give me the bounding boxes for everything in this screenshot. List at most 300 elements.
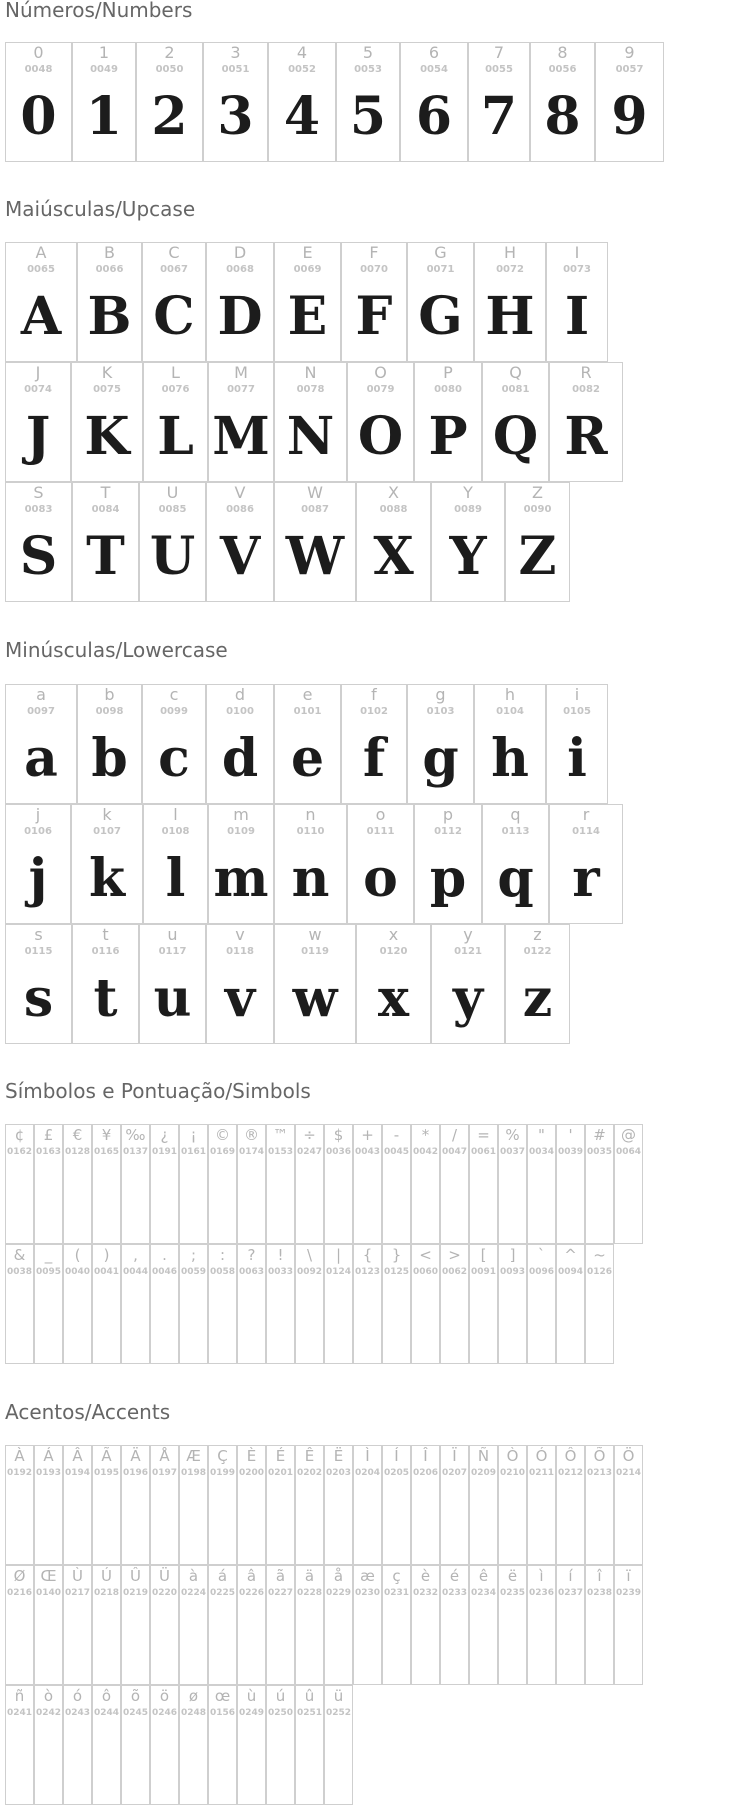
character-label: î bbox=[597, 1567, 602, 1585]
character-code: 0077 bbox=[227, 384, 255, 395]
glyph-cell bbox=[482, 362, 549, 482]
character-code: 0084 bbox=[91, 504, 120, 515]
character-label: O bbox=[374, 363, 387, 382]
glyph-cell bbox=[237, 1124, 266, 1244]
character-label: E bbox=[302, 243, 313, 262]
character-code: 0066 bbox=[95, 264, 124, 275]
character-code: 0060 bbox=[412, 1267, 439, 1277]
glyph-cell bbox=[431, 924, 505, 1044]
character-label: f bbox=[371, 685, 377, 704]
character-code: 0101 bbox=[293, 706, 322, 717]
character-code: 0241 bbox=[6, 1708, 33, 1718]
glyph-cell bbox=[353, 1124, 382, 1244]
glyph-sample: L bbox=[157, 406, 194, 467]
character-label: £ bbox=[43, 1126, 54, 1144]
glyph-cell bbox=[585, 1565, 614, 1685]
character-code: 0228 bbox=[296, 1588, 323, 1598]
character-code: 0041 bbox=[93, 1267, 120, 1277]
character-label: É bbox=[275, 1447, 286, 1465]
character-code: 0122 bbox=[523, 946, 552, 957]
glyph-cell bbox=[142, 242, 206, 362]
character-code: 0191 bbox=[151, 1147, 178, 1157]
glyph-cell bbox=[431, 482, 505, 602]
character-code: 0076 bbox=[161, 384, 190, 395]
character-code: 0156 bbox=[209, 1708, 236, 1718]
character-code: 0063 bbox=[238, 1267, 265, 1277]
character-code: 0204 bbox=[354, 1468, 381, 1478]
character-label: < bbox=[419, 1246, 432, 1264]
character-label: " bbox=[538, 1126, 545, 1144]
glyph-cell bbox=[5, 42, 72, 162]
character-label: R bbox=[580, 363, 592, 382]
glyph-sample: A bbox=[20, 286, 62, 347]
character-label: Ö bbox=[622, 1447, 635, 1465]
character-label: ñ bbox=[14, 1687, 25, 1705]
character-code: 0216 bbox=[6, 1588, 33, 1598]
character-label: ™ bbox=[273, 1126, 288, 1144]
glyph-cell bbox=[266, 1124, 295, 1244]
character-label: y bbox=[463, 925, 473, 944]
character-code: 0073 bbox=[563, 264, 591, 275]
glyph-cell bbox=[208, 1124, 237, 1244]
glyph-sample: j bbox=[28, 848, 48, 909]
section-title-accents: Acentos/Accents bbox=[5, 1400, 171, 1424]
character-code: 0250 bbox=[267, 1708, 294, 1718]
character-label: K bbox=[101, 363, 113, 382]
character-label: ù bbox=[246, 1687, 257, 1705]
section-title-upcase: Maiúsculas/Upcase bbox=[5, 197, 196, 221]
glyph-cell bbox=[614, 1565, 643, 1685]
character-code: 0098 bbox=[95, 706, 124, 717]
glyph-sample: 2 bbox=[151, 86, 188, 147]
character-code: 0219 bbox=[122, 1588, 149, 1598]
character-code: 0036 bbox=[325, 1147, 352, 1157]
character-label: $ bbox=[333, 1126, 344, 1144]
character-code: 0092 bbox=[296, 1267, 323, 1277]
character-code: 0213 bbox=[586, 1468, 613, 1478]
glyph-cell bbox=[63, 1565, 92, 1685]
character-code: 0206 bbox=[412, 1468, 439, 1478]
glyph-cell bbox=[179, 1445, 208, 1565]
glyph-cell bbox=[274, 804, 347, 924]
character-label: â bbox=[246, 1567, 257, 1585]
glyph-sample: e bbox=[290, 728, 325, 789]
character-label: * bbox=[421, 1126, 430, 1144]
character-label: l bbox=[173, 805, 178, 824]
glyph-cell bbox=[5, 482, 72, 602]
character-label: € bbox=[72, 1126, 83, 1144]
glyph-cell bbox=[527, 1124, 556, 1244]
character-label: [ bbox=[480, 1246, 487, 1264]
glyph-cell bbox=[63, 1445, 92, 1565]
glyph-cell bbox=[121, 1565, 150, 1685]
character-code: 0251 bbox=[296, 1708, 323, 1718]
character-label: Ç bbox=[217, 1447, 228, 1465]
glyph-sample: z bbox=[522, 968, 553, 1029]
glyph-cell bbox=[556, 1445, 585, 1565]
character-label: m bbox=[233, 805, 249, 824]
glyph-cell bbox=[274, 242, 341, 362]
glyph-cell bbox=[5, 1124, 34, 1244]
glyph-sample: P bbox=[428, 406, 468, 467]
glyph-cell bbox=[474, 242, 546, 362]
character-label: L bbox=[171, 363, 180, 382]
glyph-sample: H bbox=[485, 286, 535, 347]
character-code: 0093 bbox=[499, 1267, 526, 1277]
character-label: Q bbox=[509, 363, 522, 382]
glyph-cell bbox=[208, 362, 274, 482]
glyph-sample: u bbox=[153, 968, 192, 1029]
character-label: _ bbox=[44, 1246, 53, 1264]
character-label: Ë bbox=[333, 1447, 344, 1465]
character-label: Ó bbox=[535, 1447, 548, 1465]
glyph-cell bbox=[5, 1445, 34, 1565]
glyph-cell bbox=[34, 1244, 63, 1364]
character-code: 0049 bbox=[90, 64, 118, 75]
character-code: 0100 bbox=[226, 706, 254, 717]
character-code: 0108 bbox=[161, 826, 190, 837]
glyph-cell bbox=[208, 1565, 237, 1685]
character-code: 0245 bbox=[122, 1708, 149, 1718]
character-label: ê bbox=[478, 1567, 489, 1585]
glyph-cell bbox=[5, 1244, 34, 1364]
character-label: # bbox=[593, 1126, 606, 1144]
glyph-cell bbox=[400, 42, 468, 162]
character-label: o bbox=[375, 805, 386, 824]
character-label: Í bbox=[394, 1447, 399, 1465]
character-code: 0244 bbox=[93, 1708, 120, 1718]
glyph-cell bbox=[469, 1445, 498, 1565]
character-code: 0107 bbox=[93, 826, 121, 837]
character-label: ` bbox=[537, 1246, 546, 1264]
character-code: 0050 bbox=[155, 64, 184, 75]
character-code: 0113 bbox=[501, 826, 530, 837]
character-code: 0044 bbox=[122, 1267, 149, 1277]
character-label: ; bbox=[190, 1246, 197, 1264]
glyph-sample: m bbox=[213, 848, 269, 909]
glyph-sample: E bbox=[287, 286, 328, 347]
glyph-cell bbox=[121, 1124, 150, 1244]
glyph-cell bbox=[546, 684, 608, 804]
character-code: 0069 bbox=[293, 264, 322, 275]
glyph-cell bbox=[121, 1685, 150, 1805]
character-label: : bbox=[219, 1246, 226, 1264]
glyph-cell bbox=[469, 1565, 498, 1685]
character-code: 0153 bbox=[267, 1147, 294, 1157]
glyph-cell bbox=[77, 684, 142, 804]
character-label: á bbox=[217, 1567, 228, 1585]
character-code: 0110 bbox=[296, 826, 325, 837]
character-label: h bbox=[504, 685, 516, 704]
glyph-cell bbox=[474, 684, 546, 804]
glyph-cell bbox=[179, 1565, 208, 1685]
glyph-cell bbox=[341, 242, 407, 362]
character-code: 0124 bbox=[325, 1267, 352, 1277]
character-label: A bbox=[35, 243, 47, 262]
character-label: d bbox=[234, 685, 246, 704]
glyph-sample: x bbox=[377, 968, 409, 1029]
character-label: ò bbox=[43, 1687, 54, 1705]
character-label: , bbox=[133, 1246, 138, 1264]
character-code: 0232 bbox=[412, 1588, 439, 1598]
character-label: Œ bbox=[40, 1567, 57, 1585]
character-label: Â bbox=[72, 1447, 83, 1465]
character-label: g bbox=[435, 685, 446, 704]
character-label: à bbox=[188, 1567, 199, 1585]
character-label: Ä bbox=[130, 1447, 141, 1465]
character-code: 0034 bbox=[528, 1147, 555, 1157]
character-label: ã bbox=[275, 1567, 286, 1585]
glyph-cell bbox=[274, 684, 341, 804]
character-label: û bbox=[304, 1687, 315, 1705]
character-code: 0109 bbox=[227, 826, 255, 837]
glyph-cell bbox=[382, 1445, 411, 1565]
character-code: 0199 bbox=[209, 1468, 236, 1478]
character-code: 0243 bbox=[64, 1708, 91, 1718]
glyph-cell bbox=[414, 804, 482, 924]
glyph-sample: 3 bbox=[217, 86, 254, 147]
character-code: 0226 bbox=[238, 1588, 265, 1598]
character-code: 0212 bbox=[557, 1468, 584, 1478]
glyph-cell bbox=[382, 1244, 411, 1364]
character-code: 0237 bbox=[557, 1588, 584, 1598]
character-code: 0096 bbox=[528, 1267, 555, 1277]
glyph-cell bbox=[266, 1565, 295, 1685]
glyph-cell bbox=[498, 1445, 527, 1565]
glyph-sample: X bbox=[373, 526, 414, 587]
character-label: . bbox=[162, 1246, 167, 1264]
character-code: 0239 bbox=[615, 1588, 642, 1598]
character-label: ó bbox=[72, 1687, 83, 1705]
character-code: 0202 bbox=[296, 1468, 323, 1478]
character-code: 0196 bbox=[122, 1468, 149, 1478]
character-code: 0045 bbox=[383, 1147, 410, 1157]
character-code: 0207 bbox=[441, 1468, 468, 1478]
glyph-sample: T bbox=[86, 526, 125, 587]
character-code: 0112 bbox=[434, 826, 462, 837]
character-label: & bbox=[13, 1246, 26, 1264]
character-code: 0116 bbox=[91, 946, 120, 957]
glyph-sample: b bbox=[91, 728, 128, 789]
character-label: } bbox=[391, 1246, 402, 1264]
glyph-sample: 1 bbox=[85, 86, 123, 147]
glyph-cell bbox=[208, 1244, 237, 1364]
glyph-cell bbox=[482, 804, 549, 924]
character-code: 0165 bbox=[93, 1147, 120, 1157]
character-label: s bbox=[34, 925, 43, 944]
character-label: í bbox=[568, 1567, 573, 1585]
character-code: 0037 bbox=[499, 1147, 526, 1157]
character-label: õ bbox=[130, 1687, 141, 1705]
glyph-cell bbox=[614, 1445, 643, 1565]
character-code: 0169 bbox=[209, 1147, 236, 1157]
character-label: + bbox=[361, 1126, 374, 1144]
glyph-sample: 0 bbox=[20, 86, 57, 147]
character-code: 0123 bbox=[354, 1267, 381, 1277]
glyph-cell bbox=[208, 804, 274, 924]
glyph-cell bbox=[92, 1685, 121, 1805]
glyph-cell bbox=[143, 362, 208, 482]
glyph-cell bbox=[353, 1565, 382, 1685]
character-code: 0074 bbox=[24, 384, 52, 395]
character-label: Ø bbox=[13, 1567, 26, 1585]
character-code: 0126 bbox=[586, 1267, 613, 1277]
character-code: 0111 bbox=[366, 826, 395, 837]
glyph-cell bbox=[498, 1565, 527, 1685]
character-code: 0035 bbox=[586, 1147, 613, 1157]
glyph-cell bbox=[353, 1244, 382, 1364]
glyph-cell bbox=[34, 1124, 63, 1244]
glyph-cell bbox=[274, 924, 356, 1044]
glyph-sample: M bbox=[212, 406, 270, 467]
character-code: 0052 bbox=[288, 64, 316, 75]
character-label: œ bbox=[214, 1687, 231, 1705]
character-code: 0089 bbox=[454, 504, 482, 515]
character-label: v bbox=[235, 925, 245, 944]
character-code: 0062 bbox=[441, 1267, 468, 1277]
glyph-cell bbox=[206, 924, 274, 1044]
character-label: D bbox=[233, 243, 247, 262]
character-code: 0227 bbox=[267, 1588, 294, 1598]
glyph-cell bbox=[585, 1244, 614, 1364]
character-label: ø bbox=[188, 1687, 199, 1705]
character-code: 0070 bbox=[360, 264, 388, 275]
glyph-cell bbox=[5, 1565, 34, 1685]
glyph-cell bbox=[414, 362, 482, 482]
glyph-cell bbox=[237, 1685, 266, 1805]
character-label: ¿ bbox=[160, 1126, 169, 1144]
glyph-cell bbox=[295, 1124, 324, 1244]
character-label: T bbox=[100, 483, 111, 502]
character-label: Ì bbox=[365, 1447, 370, 1465]
character-code: 0246 bbox=[151, 1708, 178, 1718]
glyph-cell bbox=[274, 482, 356, 602]
glyph-sample: 8 bbox=[544, 86, 581, 147]
character-label: Á bbox=[43, 1447, 54, 1465]
glyph-cell bbox=[92, 1565, 121, 1685]
character-label: ë bbox=[507, 1567, 518, 1585]
glyph-cell bbox=[549, 362, 623, 482]
character-label: Ã bbox=[101, 1447, 112, 1465]
character-label: ‰ bbox=[125, 1126, 146, 1144]
character-label: H bbox=[503, 243, 517, 262]
glyph-cell bbox=[77, 242, 142, 362]
glyph-cell bbox=[614, 1124, 643, 1244]
character-code: 0054 bbox=[420, 64, 448, 75]
character-label: ~ bbox=[593, 1246, 606, 1264]
character-code: 0201 bbox=[267, 1468, 294, 1478]
character-code: 0040 bbox=[64, 1267, 91, 1277]
character-code: 0105 bbox=[563, 706, 591, 717]
glyph-cell bbox=[336, 42, 400, 162]
character-code: 0046 bbox=[151, 1267, 178, 1277]
character-label: S bbox=[33, 483, 44, 502]
glyph-cell bbox=[34, 1565, 63, 1685]
glyph-sample: s bbox=[23, 968, 54, 1029]
glyph-cell bbox=[179, 1685, 208, 1805]
glyph-cell bbox=[274, 362, 347, 482]
character-label: k bbox=[102, 805, 112, 824]
character-code: 0067 bbox=[160, 264, 188, 275]
character-code: 0104 bbox=[496, 706, 524, 717]
glyph-cell bbox=[324, 1244, 353, 1364]
glyph-sample: i bbox=[567, 728, 587, 789]
glyph-cell bbox=[469, 1124, 498, 1244]
glyph-cell bbox=[295, 1685, 324, 1805]
glyph-cell bbox=[356, 924, 431, 1044]
glyph-sample: R bbox=[564, 406, 608, 467]
character-label: | bbox=[335, 1246, 342, 1264]
glyph-cell bbox=[440, 1124, 469, 1244]
character-code: 0068 bbox=[226, 264, 254, 275]
character-code: 0238 bbox=[586, 1588, 613, 1598]
character-code: 0042 bbox=[412, 1147, 439, 1157]
character-label: u bbox=[167, 925, 178, 944]
glyph-sample: C bbox=[153, 286, 195, 347]
character-label: 5 bbox=[362, 43, 374, 62]
glyph-cell bbox=[150, 1244, 179, 1364]
character-label: Z bbox=[532, 483, 543, 502]
character-code: 0095 bbox=[35, 1267, 62, 1277]
glyph-cell bbox=[347, 804, 414, 924]
glyph-cell bbox=[411, 1565, 440, 1685]
character-code: 0220 bbox=[151, 1588, 178, 1598]
glyph-cell bbox=[527, 1565, 556, 1685]
glyph-cell bbox=[5, 684, 77, 804]
character-code: 0174 bbox=[238, 1147, 265, 1157]
glyph-sample: V bbox=[219, 526, 261, 587]
character-label: Ù bbox=[72, 1567, 83, 1585]
character-code: 0231 bbox=[383, 1588, 410, 1598]
glyph-cell bbox=[71, 804, 143, 924]
character-code: 0230 bbox=[354, 1588, 381, 1598]
glyph-sample: 4 bbox=[283, 86, 321, 147]
character-code: 0078 bbox=[296, 384, 325, 395]
glyph-cell bbox=[341, 684, 407, 804]
glyph-cell bbox=[268, 42, 336, 162]
glyph-sample: I bbox=[564, 286, 590, 347]
glyph-cell bbox=[527, 1445, 556, 1565]
glyph-sample: f bbox=[362, 728, 386, 789]
character-label: ï bbox=[626, 1567, 631, 1585]
glyph-cell bbox=[585, 1445, 614, 1565]
glyph-sample: a bbox=[24, 728, 58, 789]
character-label: z bbox=[533, 925, 542, 944]
character-code: 0087 bbox=[301, 504, 329, 515]
character-code: 0198 bbox=[180, 1468, 207, 1478]
character-label: 1 bbox=[98, 43, 110, 62]
character-label: ü bbox=[333, 1687, 344, 1705]
character-label: q bbox=[510, 805, 521, 824]
character-label: { bbox=[362, 1246, 373, 1264]
section-title-lowercase: Minúsculas/Lowercase bbox=[5, 638, 228, 662]
character-label: V bbox=[234, 483, 246, 502]
glyph-cell bbox=[72, 482, 139, 602]
character-label: I bbox=[574, 243, 580, 262]
glyph-cell bbox=[556, 1244, 585, 1364]
glyph-sample: c bbox=[158, 728, 190, 789]
glyph-cell bbox=[530, 42, 595, 162]
character-code: 0061 bbox=[470, 1147, 497, 1157]
character-code: 0120 bbox=[379, 946, 408, 957]
glyph-cell bbox=[411, 1244, 440, 1364]
character-code: 0115 bbox=[24, 946, 53, 957]
glyph-cell bbox=[266, 1445, 295, 1565]
character-label: - bbox=[393, 1126, 400, 1144]
character-label: Ê bbox=[304, 1447, 315, 1465]
character-label: Ò bbox=[506, 1447, 519, 1465]
glyph-cell bbox=[585, 1124, 614, 1244]
